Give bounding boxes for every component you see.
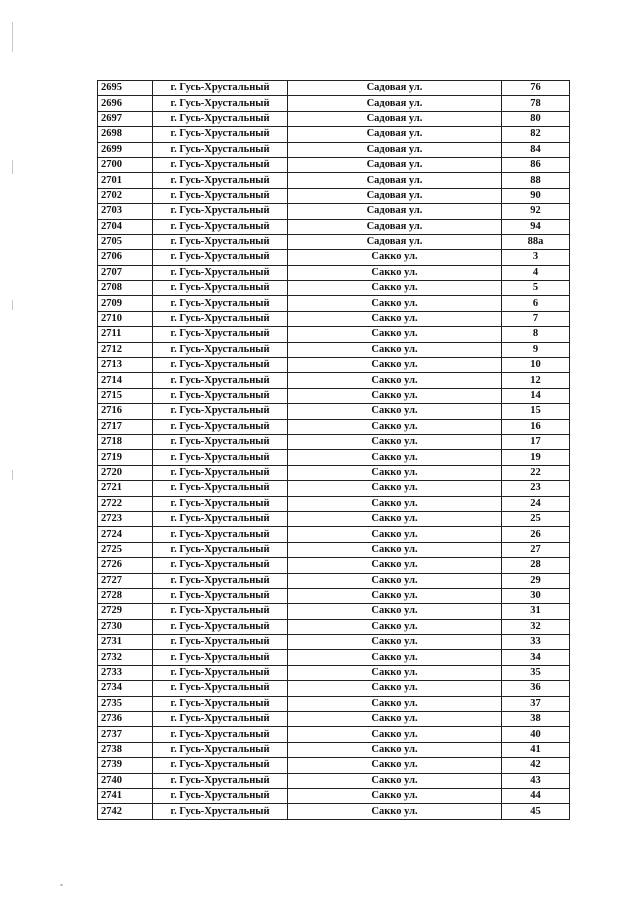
house-number-cell: 76 [502, 81, 570, 96]
street-cell: Сакко ул. [288, 311, 502, 326]
row-number-cell: 2710 [98, 311, 153, 326]
table-row [98, 142, 570, 157]
house-number-cell: 43 [502, 773, 570, 788]
street-cell: Сакко ул. [288, 496, 502, 511]
row-number-cell: 2734 [98, 681, 153, 696]
row-number-cell: 2696 [98, 96, 153, 111]
city-cell: г. Гусь-Хрустальный [153, 265, 288, 280]
table-row [98, 81, 570, 96]
table-row [98, 157, 570, 172]
row-number-cell: 2714 [98, 373, 153, 388]
row-number-cell: 2725 [98, 542, 153, 557]
street-cell: Садовая ул. [288, 142, 502, 157]
house-number-cell: 30 [502, 588, 570, 603]
house-number-cell: 88а [502, 234, 570, 249]
table-row [98, 527, 570, 542]
scan-margin-mark [12, 470, 13, 480]
house-number-cell: 23 [502, 481, 570, 496]
table-row [98, 588, 570, 603]
city-cell: г. Гусь-Хрустальный [153, 465, 288, 480]
city-cell: г. Гусь-Хрустальный [153, 419, 288, 434]
city-cell: г. Гусь-Хрустальный [153, 712, 288, 727]
street-cell: Сакко ул. [288, 388, 502, 403]
house-number-cell: 92 [502, 204, 570, 219]
street-cell: Садовая ул. [288, 234, 502, 249]
street-cell: Сакко ул. [288, 296, 502, 311]
table-row [98, 219, 570, 234]
street-cell: Сакко ул. [288, 558, 502, 573]
house-number-cell: 15 [502, 404, 570, 419]
city-cell: г. Гусь-Хрустальный [153, 219, 288, 234]
table-row [98, 296, 570, 311]
table-row [98, 234, 570, 249]
row-number-cell: 2732 [98, 650, 153, 665]
street-cell: Садовая ул. [288, 96, 502, 111]
table-row [98, 373, 570, 388]
row-number-cell: 2724 [98, 527, 153, 542]
street-cell: Сакко ул. [288, 742, 502, 757]
row-number-cell: 2704 [98, 219, 153, 234]
table-row [98, 450, 570, 465]
street-cell: Сакко ул. [288, 773, 502, 788]
city-cell: г. Гусь-Хрустальный [153, 250, 288, 265]
house-number-cell: 6 [502, 296, 570, 311]
house-number-cell: 37 [502, 696, 570, 711]
city-cell: г. Гусь-Хрустальный [153, 588, 288, 603]
house-number-cell: 27 [502, 542, 570, 557]
street-cell: Сакко ул. [288, 281, 502, 296]
row-number-cell: 2695 [98, 81, 153, 96]
street-cell: Сакко ул. [288, 511, 502, 526]
table-row [98, 696, 570, 711]
street-cell: Садовая ул. [288, 204, 502, 219]
house-number-cell: 26 [502, 527, 570, 542]
city-cell: г. Гусь-Хрустальный [153, 804, 288, 819]
street-cell: Сакко ул. [288, 635, 502, 650]
street-cell: Сакко ул. [288, 588, 502, 603]
row-number-cell: 2727 [98, 573, 153, 588]
house-number-cell: 8 [502, 327, 570, 342]
row-number-cell: 2741 [98, 788, 153, 803]
table-row [98, 204, 570, 219]
street-cell: Садовая ул. [288, 173, 502, 188]
table-row [98, 650, 570, 665]
city-cell: г. Гусь-Хрустальный [153, 373, 288, 388]
house-number-cell: 3 [502, 250, 570, 265]
house-number-cell: 94 [502, 219, 570, 234]
house-number-cell: 24 [502, 496, 570, 511]
street-cell: Сакко ул. [288, 342, 502, 357]
city-cell: г. Гусь-Хрустальный [153, 281, 288, 296]
row-number-cell: 2703 [98, 204, 153, 219]
row-number-cell: 2708 [98, 281, 153, 296]
house-number-cell: 88 [502, 173, 570, 188]
table-row [98, 681, 570, 696]
row-number-cell: 2722 [98, 496, 153, 511]
house-number-cell: 31 [502, 604, 570, 619]
scan-margin-mark [12, 22, 13, 52]
row-number-cell: 2720 [98, 465, 153, 480]
house-number-cell: 9 [502, 342, 570, 357]
scan-speck [60, 884, 63, 886]
table-row [98, 804, 570, 819]
row-number-cell: 2737 [98, 727, 153, 742]
house-number-cell: 7 [502, 311, 570, 326]
city-cell: г. Гусь-Хрустальный [153, 496, 288, 511]
table-row [98, 419, 570, 434]
street-cell: Сакко ул. [288, 665, 502, 680]
row-number-cell: 2728 [98, 588, 153, 603]
house-number-cell: 86 [502, 157, 570, 172]
table-row [98, 558, 570, 573]
table-row [98, 604, 570, 619]
city-cell: г. Гусь-Хрустальный [153, 696, 288, 711]
street-cell: Сакко ул. [288, 358, 502, 373]
street-cell: Сакко ул. [288, 434, 502, 449]
street-cell: Сакко ул. [288, 681, 502, 696]
street-cell: Сакко ул. [288, 527, 502, 542]
table-row [98, 327, 570, 342]
house-number-cell: 41 [502, 742, 570, 757]
city-cell: г. Гусь-Хрустальный [153, 157, 288, 172]
row-number-cell: 2733 [98, 665, 153, 680]
row-number-cell: 2718 [98, 434, 153, 449]
street-cell: Сакко ул. [288, 373, 502, 388]
row-number-cell: 2729 [98, 604, 153, 619]
city-cell: г. Гусь-Хрустальный [153, 727, 288, 742]
city-cell: г. Гусь-Хрустальный [153, 388, 288, 403]
row-number-cell: 2736 [98, 712, 153, 727]
row-number-cell: 2712 [98, 342, 153, 357]
scan-margin-mark [12, 300, 13, 310]
table-row [98, 665, 570, 680]
street-cell: Сакко ул. [288, 758, 502, 773]
table-row [98, 434, 570, 449]
table-row [98, 465, 570, 480]
house-number-cell: 32 [502, 619, 570, 634]
table-row [98, 265, 570, 280]
house-number-cell: 33 [502, 635, 570, 650]
street-cell: Сакко ул. [288, 419, 502, 434]
city-cell: г. Гусь-Хрустальный [153, 81, 288, 96]
table-row [98, 542, 570, 557]
city-cell: г. Гусь-Хрустальный [153, 511, 288, 526]
street-cell: Сакко ул. [288, 804, 502, 819]
table-row [98, 342, 570, 357]
city-cell: г. Гусь-Хрустальный [153, 773, 288, 788]
row-number-cell: 2740 [98, 773, 153, 788]
table-row [98, 127, 570, 142]
table-row [98, 481, 570, 496]
house-number-cell: 12 [502, 373, 570, 388]
city-cell: г. Гусь-Хрустальный [153, 311, 288, 326]
scan-margin-mark [12, 160, 13, 174]
row-number-cell: 2711 [98, 327, 153, 342]
table-row [98, 788, 570, 803]
street-cell: Сакко ул. [288, 712, 502, 727]
house-number-cell: 28 [502, 558, 570, 573]
row-number-cell: 2723 [98, 511, 153, 526]
street-cell: Сакко ул. [288, 450, 502, 465]
city-cell: г. Гусь-Хрустальный [153, 681, 288, 696]
house-number-cell: 17 [502, 434, 570, 449]
table-row [98, 496, 570, 511]
city-cell: г. Гусь-Хрустальный [153, 188, 288, 203]
house-number-cell: 36 [502, 681, 570, 696]
house-number-cell: 84 [502, 142, 570, 157]
city-cell: г. Гусь-Хрустальный [153, 358, 288, 373]
street-cell: Садовая ул. [288, 157, 502, 172]
table-row [98, 358, 570, 373]
house-number-cell: 25 [502, 511, 570, 526]
row-number-cell: 2730 [98, 619, 153, 634]
table-row [98, 404, 570, 419]
table-row [98, 773, 570, 788]
row-number-cell: 2707 [98, 265, 153, 280]
city-cell: г. Гусь-Хрустальный [153, 450, 288, 465]
house-number-cell: 10 [502, 358, 570, 373]
city-cell: г. Гусь-Хрустальный [153, 434, 288, 449]
row-number-cell: 2700 [98, 157, 153, 172]
table-row [98, 173, 570, 188]
street-cell: Сакко ул. [288, 404, 502, 419]
row-number-cell: 2721 [98, 481, 153, 496]
street-cell: Сакко ул. [288, 250, 502, 265]
table-row [98, 619, 570, 634]
address-register-body [98, 81, 570, 820]
house-number-cell: 82 [502, 127, 570, 142]
address-register-table [97, 80, 570, 820]
street-cell: Садовая ул. [288, 81, 502, 96]
table-row [98, 388, 570, 403]
table-row [98, 727, 570, 742]
row-number-cell: 2705 [98, 234, 153, 249]
row-number-cell: 2702 [98, 188, 153, 203]
table-row [98, 573, 570, 588]
house-number-cell: 14 [502, 388, 570, 403]
city-cell: г. Гусь-Хрустальный [153, 204, 288, 219]
row-number-cell: 2698 [98, 127, 153, 142]
city-cell: г. Гусь-Хрустальный [153, 342, 288, 357]
city-cell: г. Гусь-Хрустальный [153, 142, 288, 157]
house-number-cell: 90 [502, 188, 570, 203]
street-cell: Сакко ул. [288, 265, 502, 280]
city-cell: г. Гусь-Хрустальный [153, 96, 288, 111]
row-number-cell: 2739 [98, 758, 153, 773]
street-cell: Сакко ул. [288, 604, 502, 619]
street-cell: Сакко ул. [288, 650, 502, 665]
table-row [98, 250, 570, 265]
city-cell: г. Гусь-Хрустальный [153, 558, 288, 573]
row-number-cell: 2706 [98, 250, 153, 265]
street-cell: Сакко ул. [288, 327, 502, 342]
row-number-cell: 2699 [98, 142, 153, 157]
city-cell: г. Гусь-Хрустальный [153, 404, 288, 419]
row-number-cell: 2709 [98, 296, 153, 311]
street-cell: Сакко ул. [288, 542, 502, 557]
house-number-cell: 4 [502, 265, 570, 280]
table-row [98, 96, 570, 111]
house-number-cell: 29 [502, 573, 570, 588]
row-number-cell: 2742 [98, 804, 153, 819]
row-number-cell: 2738 [98, 742, 153, 757]
table-row [98, 758, 570, 773]
city-cell: г. Гусь-Хрустальный [153, 173, 288, 188]
city-cell: г. Гусь-Хрустальный [153, 234, 288, 249]
street-cell: Сакко ул. [288, 727, 502, 742]
street-cell: Сакко ул. [288, 788, 502, 803]
house-number-cell: 38 [502, 712, 570, 727]
house-number-cell: 44 [502, 788, 570, 803]
table-row [98, 635, 570, 650]
house-number-cell: 40 [502, 727, 570, 742]
row-number-cell: 2716 [98, 404, 153, 419]
house-number-cell: 42 [502, 758, 570, 773]
house-number-cell: 80 [502, 111, 570, 126]
city-cell: г. Гусь-Хрустальный [153, 527, 288, 542]
city-cell: г. Гусь-Хрустальный [153, 296, 288, 311]
row-number-cell: 2726 [98, 558, 153, 573]
table-row [98, 511, 570, 526]
row-number-cell: 2715 [98, 388, 153, 403]
house-number-cell: 35 [502, 665, 570, 680]
city-cell: г. Гусь-Хрустальный [153, 327, 288, 342]
row-number-cell: 2731 [98, 635, 153, 650]
house-number-cell: 5 [502, 281, 570, 296]
city-cell: г. Гусь-Хрустальный [153, 758, 288, 773]
table-row [98, 712, 570, 727]
city-cell: г. Гусь-Хрустальный [153, 619, 288, 634]
city-cell: г. Гусь-Хрустальный [153, 481, 288, 496]
house-number-cell: 45 [502, 804, 570, 819]
house-number-cell: 19 [502, 450, 570, 465]
city-cell: г. Гусь-Хрустальный [153, 788, 288, 803]
house-number-cell: 16 [502, 419, 570, 434]
city-cell: г. Гусь-Хрустальный [153, 604, 288, 619]
street-cell: Сакко ул. [288, 619, 502, 634]
street-cell: Садовая ул. [288, 188, 502, 203]
row-number-cell: 2735 [98, 696, 153, 711]
street-cell: Сакко ул. [288, 696, 502, 711]
street-cell: Садовая ул. [288, 219, 502, 234]
house-number-cell: 78 [502, 96, 570, 111]
street-cell: Сакко ул. [288, 481, 502, 496]
table-row [98, 111, 570, 126]
city-cell: г. Гусь-Хрустальный [153, 573, 288, 588]
row-number-cell: 2713 [98, 358, 153, 373]
street-cell: Сакко ул. [288, 465, 502, 480]
house-number-cell: 22 [502, 465, 570, 480]
table-row [98, 281, 570, 296]
table-row [98, 742, 570, 757]
city-cell: г. Гусь-Хрустальный [153, 665, 288, 680]
row-number-cell: 2697 [98, 111, 153, 126]
city-cell: г. Гусь-Хрустальный [153, 650, 288, 665]
city-cell: г. Гусь-Хрустальный [153, 635, 288, 650]
table-row [98, 188, 570, 203]
city-cell: г. Гусь-Хрустальный [153, 742, 288, 757]
row-number-cell: 2701 [98, 173, 153, 188]
row-number-cell: 2719 [98, 450, 153, 465]
street-cell: Сакко ул. [288, 573, 502, 588]
street-cell: Садовая ул. [288, 111, 502, 126]
row-number-cell: 2717 [98, 419, 153, 434]
street-cell: Садовая ул. [288, 127, 502, 142]
table-row [98, 311, 570, 326]
city-cell: г. Гусь-Хрустальный [153, 542, 288, 557]
house-number-cell: 34 [502, 650, 570, 665]
city-cell: г. Гусь-Хрустальный [153, 127, 288, 142]
city-cell: г. Гусь-Хрустальный [153, 111, 288, 126]
